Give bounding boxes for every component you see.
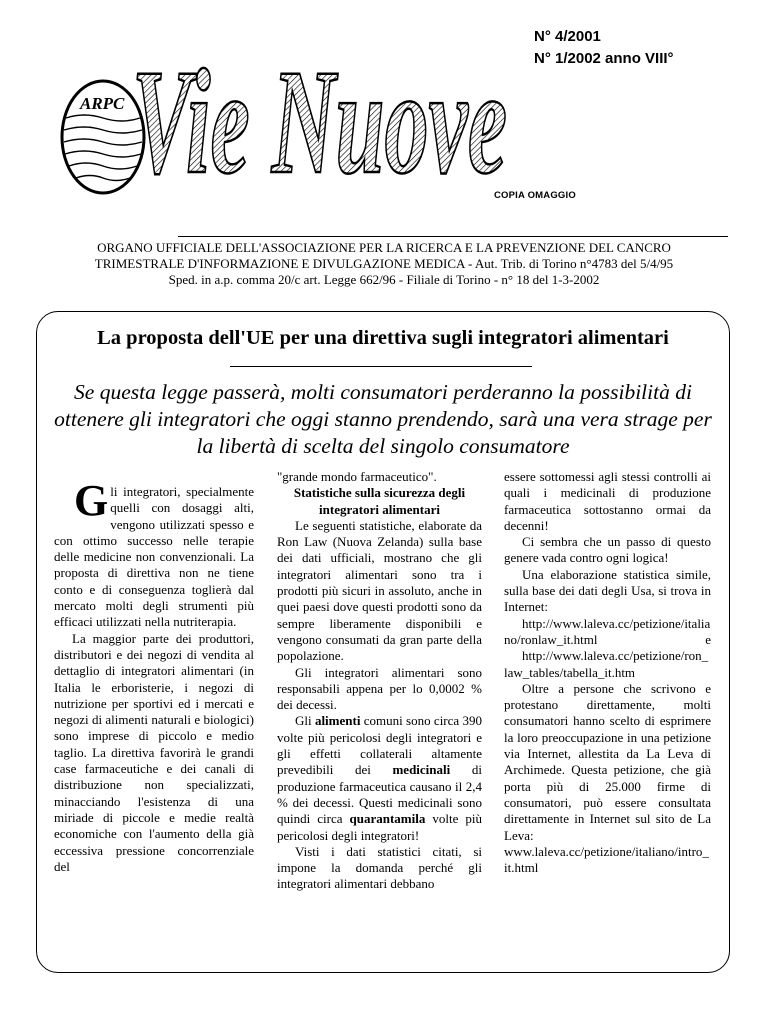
text-run: di produzione farmaceutica causano il 2,4 % dei decessi. Questi medicinali sono quindi circa — [277, 762, 482, 827]
article-subhead: Se questa legge passerà, molti consumatori perderanno la possibilità di ottenere gli integratori che oggi stanno prendendo, sarà una vera strage per la libertà di scelta del singolo consumatore — [54, 380, 712, 458]
masthead-title — [130, 22, 510, 202]
section-heading: Statistiche sulla sicurezza degli integratori alimentari — [293, 485, 466, 517]
paragraph-text: li integratori, specialmente quelli con dosaggi alti, vengono utilizzati spesso e con ottimo successo nelle terapie delle medicine non convenzionali. La proposta di direttiva non ne tiene conto e di conseguenza toglierà dal mercato molti degli strumenti più efficaci utilizzati nella nutriterapia. — [54, 484, 254, 630]
copia-omaggio: COPIA OMAGGIO — [494, 190, 576, 201]
issue-line-2: N° 1/2002 anno VIII° — [534, 50, 674, 67]
paragraph: Visti i dati statistici citati, si impone la domanda perché gli integratori alimentari debbano — [277, 843, 482, 892]
article-column-3 — [504, 469, 711, 876]
emphasis-quarantamila: quarantamila — [349, 811, 426, 827]
emphasis-alimenti: alimenti — [314, 713, 361, 729]
org-line-2: TRIMESTRALE D'INFORMAZIONE E DIVULGAZIONE MEDICA - Aut. Trib. di Torino n°4783 del 5/4/95 — [94, 256, 674, 271]
article-headline: La proposta dell'UE per una direttiva sugli integratori alimentari — [97, 327, 669, 349]
article-column-1 — [54, 476, 254, 875]
link-ronlaw[interactable] — [504, 616, 711, 649]
paragraph: Oltre a persone che scrivono e protestano direttamente, molti consumatori hanno scelto di esprimere la loro preoccupazione in una petizione via Internet, allestita da La Leva di Archimede. Questa petizione, che già porta più di 25.000 firme di consumatori, può essere consultata direttamente in Internet sul sito de La Leva: — [504, 680, 711, 843]
paragraph: Una elaborazione statistica simile, sulla base dei dati degli Usa, si trova in Internet: — [504, 566, 711, 615]
link-petizione[interactable]: www.laleva.cc/petizione/italiano/intro_it.html — [504, 843, 709, 876]
publication-info — [0, 240, 768, 288]
text-run: Gli — [295, 713, 315, 729]
article-column-2 — [277, 469, 482, 893]
paragraph — [277, 713, 482, 843]
svg-text:Vie Nuove: Vie Nuove — [132, 39, 507, 202]
issue-number — [534, 26, 674, 70]
link-text[interactable]: http://www.laleva.cc/petizione/italiano/ronlaw_it.html — [504, 615, 711, 647]
issue-line-1: N° 4/2001 — [534, 28, 601, 45]
paragraph: Le seguenti statistiche, elaborate da Ron Law (Nuova Zelanda) sulla base dei dati ufficiali, mostrano che gli integratori alimentari sono tra i prodotti più sicuri in assoluto, anche in quei paesi dove questi prodotti sono da sempre liberamente disponibili e vengono consumati da gran parte della popolazione. — [277, 517, 482, 664]
svg-text:ARPC: ARPC — [80, 94, 125, 113]
paragraph: "grande mondo farmaceutico". — [277, 469, 437, 484]
masthead-rule — [178, 236, 728, 237]
drop-cap: G — [74, 476, 109, 525]
link-tabella[interactable]: http://www.laleva.cc/petizione/ron_law_tables/tabella_it.htm — [504, 648, 709, 680]
text-run: comuni sono circa 390 volte più pericolosi degli integratori e gli effetti collaterali altamente prevedibili dei — [277, 713, 482, 778]
paragraph: Gli integratori alimentari sono responsabili appena per lo 0,0002 % dei decessi. — [277, 664, 482, 713]
paragraph: Ci sembra che un passo di questo genere vada contro ogni logica! — [504, 534, 711, 566]
text-run: volte più pericolosi degli integratori! — [277, 811, 482, 843]
org-line-1: ORGANO UFFICIALE DELL'ASSOCIAZIONE PER LA RICERCA E LA PREVENZIONE DEL CANCRO — [97, 240, 671, 255]
org-line-3: Sped. in a.p. comma 20/c art. Legge 662/96 - Filiale di Torino - n° 18 del 1-3-2002 — [168, 272, 600, 287]
emphasis-medicinali: medicinali — [392, 762, 451, 778]
paragraph — [54, 476, 254, 631]
paragraph: essere sottomessi agli stessi controlli ai quali i medicinali di produzione farmaceutica sottostanno ormai da decenni! — [504, 469, 711, 533]
headline-rule — [230, 366, 532, 367]
paragraph: La maggior parte dei produttori, distributori e dei negozi di vendita al dettaglio di integratori alimentari (in Italia le erboristerie, i negozi di nutrizione per sportivi ed i mercati e negozi di alimenti naturali e biologici) sono imprese di piccolo e medio taglio. La direttiva favorirà le grandi case farmaceutiche e dei canali di distribuzione non specializzati, minacciando l'esistenza di una miriade di piccole e medie realtà economiche con l'aumento della già eccessiva pressione concorrenziale del — [54, 630, 254, 874]
link-separator: e — [705, 631, 711, 647]
